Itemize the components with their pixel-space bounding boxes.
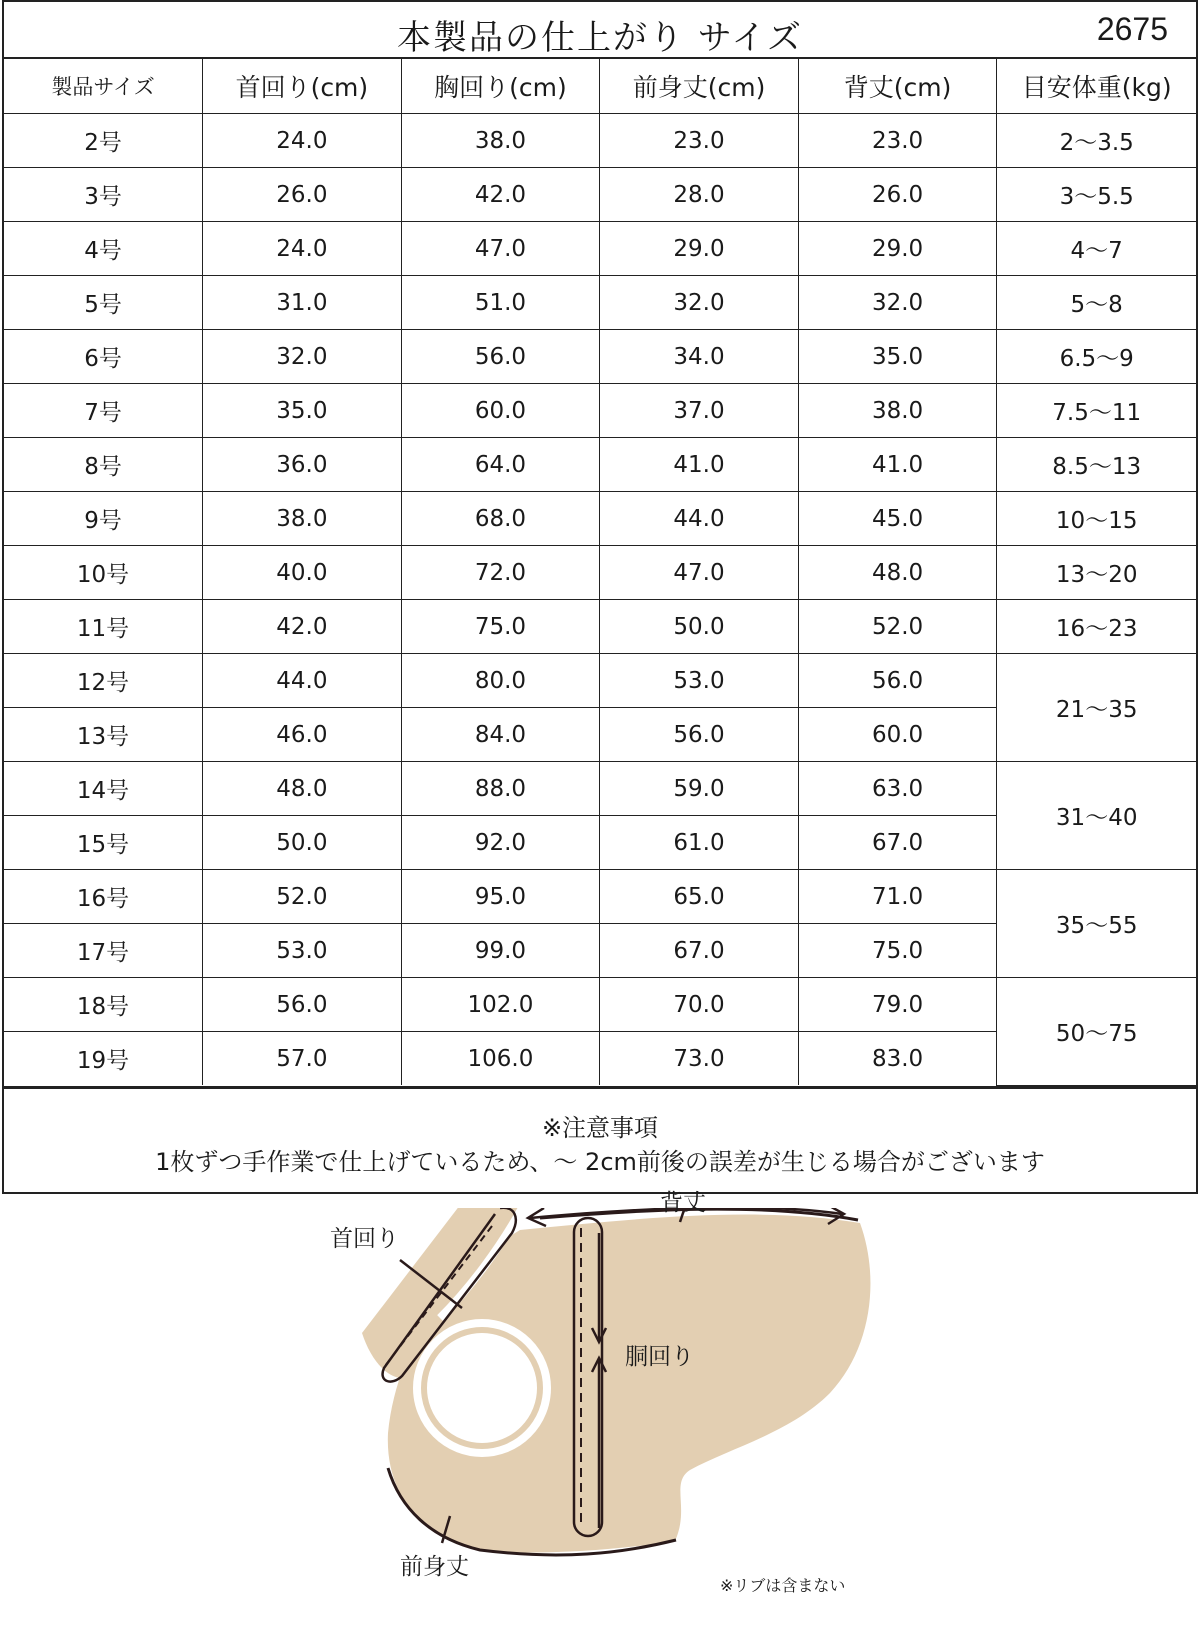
model-number: 2675 [1096,11,1168,47]
header-front-length: 前身丈(cm) [600,59,799,114]
label-chest: 胴回り [625,1344,694,1370]
label-neck: 首回り [330,1226,399,1252]
cell-front-length: 37.0 [600,384,799,438]
cell-neck: 38.0 [203,492,402,546]
cell-weight: 35〜55 [997,870,1196,978]
garment-diagram [0,1190,1200,1650]
table-row [4,438,1196,492]
notes-heading: ※注意事項 [541,1113,659,1142]
cell-weight: 31〜40 [997,762,1196,870]
table-row [4,600,1196,654]
cell-front-length: 23.0 [600,114,799,168]
cell-chest: 102.0 [401,978,600,1032]
table-row [4,114,1196,168]
table-row [4,492,1196,546]
cell-front-length: 70.0 [600,978,799,1032]
cell-chest: 64.0 [401,438,600,492]
cell-weight: 2〜3.5 [997,114,1196,168]
cell-neck: 48.0 [203,762,402,816]
size-table [4,59,1196,1086]
cell-weight: 21〜35 [997,654,1196,762]
cell-weight: 3〜5.5 [997,168,1196,222]
cell-size: 15号 [4,816,203,870]
cell-chest: 99.0 [401,924,600,978]
cell-neck: 57.0 [203,1032,402,1086]
notes-box [4,1086,1196,1192]
cell-neck: 56.0 [203,978,402,1032]
cell-front-length: 61.0 [600,816,799,870]
cell-back-length: 48.0 [798,546,997,600]
cell-size: 14号 [4,762,203,816]
cell-front-length: 29.0 [600,222,799,276]
cell-neck: 32.0 [203,330,402,384]
cell-weight: 8.5〜13 [997,438,1196,492]
cell-back-length: 35.0 [798,330,997,384]
cell-front-length: 44.0 [600,492,799,546]
table-row [4,978,1196,1032]
cell-neck: 24.0 [203,114,402,168]
size-table-body [4,114,1196,1086]
cell-size: 16号 [4,870,203,924]
cell-back-length: 75.0 [798,924,997,978]
cell-size: 17号 [4,924,203,978]
table-row [4,168,1196,222]
cell-front-length: 34.0 [600,330,799,384]
cell-weight: 7.5〜11 [997,384,1196,438]
cell-back-length: 63.0 [798,762,997,816]
cell-back-length: 71.0 [798,870,997,924]
cell-front-length: 32.0 [600,276,799,330]
table-row [4,546,1196,600]
cell-back-length: 32.0 [798,276,997,330]
cell-chest: 68.0 [401,492,600,546]
cell-size: 8号 [4,438,203,492]
cell-size: 19号 [4,1032,203,1086]
cell-front-length: 67.0 [600,924,799,978]
cell-size: 6号 [4,330,203,384]
cell-back-length: 41.0 [798,438,997,492]
cell-size: 2号 [4,114,203,168]
size-chart-sheet [2,0,1198,1194]
cell-back-length: 45.0 [798,492,997,546]
table-header-row [4,59,1196,114]
cell-neck: 31.0 [203,276,402,330]
cell-chest: 92.0 [401,816,600,870]
cell-neck: 44.0 [203,654,402,708]
cell-chest: 80.0 [401,654,600,708]
cell-neck: 53.0 [203,924,402,978]
cell-chest: 106.0 [401,1032,600,1086]
cell-front-length: 50.0 [600,600,799,654]
cell-size: 18号 [4,978,203,1032]
cell-size: 5号 [4,276,203,330]
arm-hole-core [430,1338,534,1442]
table-row [4,276,1196,330]
cell-back-length: 67.0 [798,816,997,870]
cell-front-length: 56.0 [600,708,799,762]
cell-back-length: 29.0 [798,222,997,276]
garment-illustration [0,1208,1200,1650]
cell-chest: 72.0 [401,546,600,600]
table-row [4,222,1196,276]
cell-neck: 50.0 [203,816,402,870]
cell-chest: 42.0 [401,168,600,222]
table-row [4,654,1196,708]
cell-weight: 50〜75 [997,978,1196,1086]
table-row [4,330,1196,384]
cell-chest: 84.0 [401,708,600,762]
cell-front-length: 65.0 [600,870,799,924]
cell-chest: 47.0 [401,222,600,276]
title-row [4,2,1196,59]
cell-chest: 38.0 [401,114,600,168]
cell-chest: 95.0 [401,870,600,924]
cell-back-length: 26.0 [798,168,997,222]
header-neck: 首回り(cm) [203,59,402,114]
cell-back-length: 60.0 [798,708,997,762]
cell-size: 3号 [4,168,203,222]
cell-neck: 42.0 [203,600,402,654]
cell-size: 13号 [4,708,203,762]
cell-back-length: 56.0 [798,654,997,708]
cell-neck: 26.0 [203,168,402,222]
header-size: 製品サイズ [4,59,203,114]
cell-front-length: 28.0 [600,168,799,222]
label-front-length: 前身丈 [400,1554,469,1580]
header-chest: 胸回り(cm) [401,59,600,114]
cell-neck: 52.0 [203,870,402,924]
cell-size: 10号 [4,546,203,600]
cell-front-length: 53.0 [600,654,799,708]
cell-back-length: 23.0 [798,114,997,168]
cell-neck: 40.0 [203,546,402,600]
cell-chest: 56.0 [401,330,600,384]
cell-size: 9号 [4,492,203,546]
cell-front-length: 41.0 [600,438,799,492]
cell-weight: 6.5〜9 [997,330,1196,384]
table-row [4,870,1196,924]
cell-neck: 36.0 [203,438,402,492]
cell-size: 4号 [4,222,203,276]
cell-chest: 75.0 [401,600,600,654]
table-row [4,762,1196,816]
page-title: 本製品の仕上がり サイズ [396,18,804,58]
cell-size: 11号 [4,600,203,654]
cell-neck: 46.0 [203,708,402,762]
cell-chest: 51.0 [401,276,600,330]
notes-body: 1枚ずつ手作業で仕上げているため、〜 2cm前後の誤差が生じる場合がございます [155,1147,1045,1176]
cell-front-length: 47.0 [600,546,799,600]
cell-neck: 24.0 [203,222,402,276]
cell-back-length: 83.0 [798,1032,997,1086]
cell-weight: 16〜23 [997,600,1196,654]
cell-chest: 88.0 [401,762,600,816]
cell-weight: 13〜20 [997,546,1196,600]
cell-chest: 60.0 [401,384,600,438]
cell-weight: 10〜15 [997,492,1196,546]
cell-back-length: 52.0 [798,600,997,654]
cell-back-length: 38.0 [798,384,997,438]
label-rib-note: ※リブは含まない [720,1576,846,1595]
table-row [4,384,1196,438]
cell-size: 7号 [4,384,203,438]
cell-front-length: 73.0 [600,1032,799,1086]
cell-size: 12号 [4,654,203,708]
cell-weight: 5〜8 [997,276,1196,330]
cell-front-length: 59.0 [600,762,799,816]
header-weight: 目安体重(kg) [997,59,1196,114]
cell-neck: 35.0 [203,384,402,438]
cell-weight: 4〜7 [997,222,1196,276]
cell-back-length: 79.0 [798,978,997,1032]
header-back-length: 背丈(cm) [798,59,997,114]
label-back-length: 背丈 [660,1190,706,1216]
